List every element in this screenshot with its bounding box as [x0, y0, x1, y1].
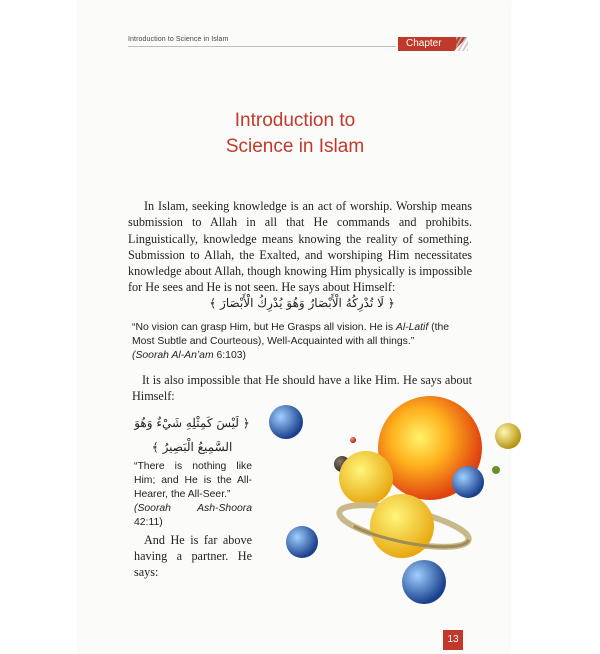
- quote-1-reference-italic: (Soorah Al-An’am: [132, 350, 214, 361]
- arabic-verse-2-line-1: ﴿ لَيْسَ كَمِثْلِهِ شَيْءٌ وَهُوَ: [134, 416, 250, 430]
- quote-1: [132, 321, 468, 363]
- quote-1-italic: Al-Latif: [395, 322, 429, 333]
- quote-1-text-2: (the Most Subtle and Courteous), Well-Acquainted with all things.”: [132, 322, 450, 347]
- chapter-stripe-decoration: [456, 37, 468, 51]
- quote-2-reference-italic: (Soorah Ash-Shoora: [134, 503, 252, 514]
- solar-system-planets-icon: [258, 378, 530, 618]
- red-dot-planet: [350, 437, 356, 443]
- gold-planet-right: [495, 423, 521, 449]
- running-header-title: Introduction to Science in Islam: [128, 36, 229, 43]
- blue-planet-right: [452, 466, 484, 498]
- title-line-1: Introduction to: [234, 110, 356, 131]
- quote-1-reference: 6:103): [213, 350, 246, 361]
- blue-planet-bottom: [402, 560, 446, 604]
- blue-planet-left: [286, 526, 318, 558]
- page-number: 13: [443, 630, 463, 650]
- paragraph-3: And He is far above having a partner. He says:: [134, 533, 252, 579]
- quote-2-text: “There is nothing like Him; and He is the All-Hearer, the All-Seer.”: [134, 461, 252, 500]
- yellow-planet: [339, 451, 393, 505]
- header-rule: [128, 46, 396, 47]
- blue-planet-top-left: [269, 405, 303, 439]
- arabic-verse-2: [134, 411, 250, 459]
- quote-1-text: “No vision can grasp Him, but He Grasps all vision. He is: [132, 322, 396, 333]
- quote-2-reference: 42:11): [134, 517, 163, 528]
- saturn-planet: [370, 494, 434, 558]
- chapter-tab: Chapter: [398, 37, 454, 51]
- title-line-2: Science in Islam: [225, 136, 365, 157]
- arabic-verse-1: ﴿ لَا تُدْرِكُهُ الْأَبْصَارُ وَهُوَ يُدْرِكُ الْأَبْصَارَ ﴾: [209, 296, 395, 310]
- arabic-verse-2-line-2: السَّمِيعُ الْبَصِيرُ ﴾: [151, 440, 233, 454]
- paragraph-2: It is also impossible that He should have a like Him. He says about Himself:: [132, 373, 472, 404]
- green-dot-planet: [492, 466, 500, 474]
- page-title: [160, 108, 430, 160]
- paragraph-1: In Islam, seeking knowledge is an act of worship. Worship means submission to Allah in all that He commands and prohibits. Linguistically, knowledge means knowing the reality of something. Submission to Allah, the Exalted, and worshiping Him necessitates knowledge about Allah, though knowing Him physically is impossible for He sees and He is not seen. He says about Himself:: [128, 199, 472, 295]
- quote-2: [134, 460, 252, 530]
